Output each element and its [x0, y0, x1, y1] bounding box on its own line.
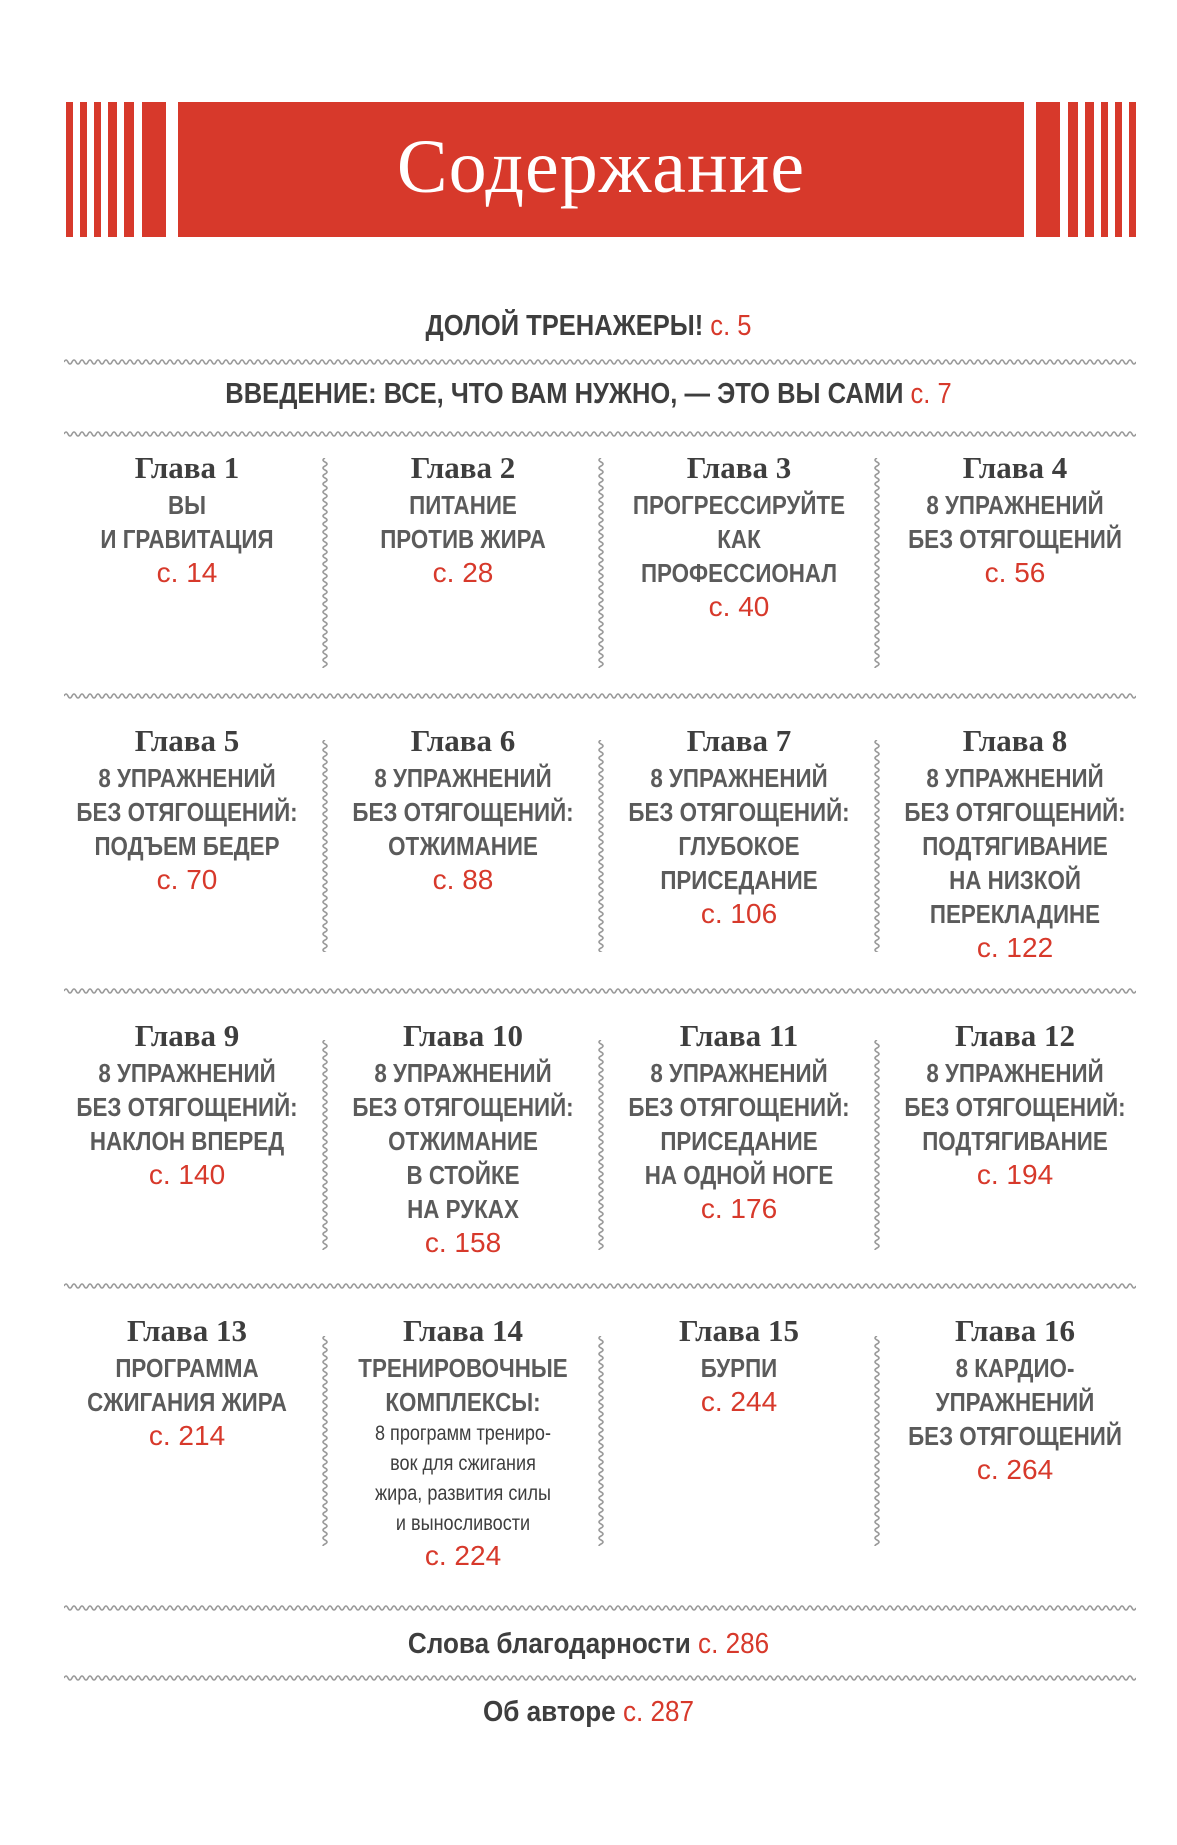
- chapter-title-line: ОТЖИМАНИЕ: [388, 831, 538, 861]
- chapter-page: с. 14: [156, 557, 218, 588]
- wavy-column-divider: [319, 740, 331, 952]
- chapter-label: Глава 7: [686, 723, 792, 758]
- chapter-page: с. 140: [148, 1159, 226, 1190]
- toc-entry-title: ДОЛОЙ ТРЕНАЖЕРЫ!: [425, 310, 704, 342]
- chapter-title-line: 8 УПРАЖНЕНИЙ: [98, 1058, 276, 1088]
- banner-stripe: [142, 102, 166, 237]
- chapter-10[interactable]: [325, 1018, 601, 1260]
- chapter-5[interactable]: [49, 723, 325, 897]
- chapter-page: с. 106: [700, 898, 778, 929]
- chapter-title-line: БЕЗ ОТЯГОЩЕНИЙ:: [76, 797, 298, 827]
- chapter-subtitle-line: и выносливости: [395, 1512, 531, 1535]
- chapter-title-line: БЕЗ ОТЯГОЩЕНИЙ:: [628, 797, 850, 827]
- toc-entry-page: с. 286: [698, 1628, 770, 1660]
- toc-entry-introduction[interactable]: [71, 378, 1107, 411]
- chapter-14[interactable]: [325, 1313, 601, 1573]
- chapter-title-line: 8 УПРАЖНЕНИЙ: [926, 1058, 1104, 1088]
- chapter-label: Глава 5: [134, 723, 240, 758]
- banner-stripe: [124, 102, 134, 237]
- chapter-title-line: БЕЗ ОТЯГОЩЕНИЙ:: [904, 1092, 1126, 1122]
- chapter-title-line: ПРИСЕДАНИЕ: [660, 1126, 818, 1156]
- chapter-title-line: ПРОФЕССИОНАЛ: [640, 558, 838, 588]
- banner-stripe: [1036, 102, 1060, 237]
- chapter-9[interactable]: [49, 1018, 325, 1192]
- chapter-13[interactable]: [49, 1313, 325, 1453]
- chapter-title-line: 8 УПРАЖНЕНИЙ: [374, 763, 552, 793]
- chapter-page: с. 158: [424, 1227, 502, 1258]
- toc-entry-page: с. 5: [710, 310, 752, 342]
- toc-entry-title: Об авторе: [482, 1696, 616, 1728]
- chapter-title-line: ПОДЪЕМ БЕДЕР: [94, 831, 280, 861]
- chapter-3[interactable]: [601, 450, 877, 624]
- chapter-title-line: 8 УПРАЖНЕНИЙ: [650, 1058, 828, 1088]
- chapter-label: Глава 12: [954, 1018, 1076, 1053]
- wavy-column-divider: [319, 1336, 331, 1546]
- chapter-label: Глава 8: [962, 723, 1068, 758]
- banner-stripe: [80, 102, 87, 237]
- chapter-title-line: ПЕРЕКЛАДИНЕ: [929, 899, 1101, 929]
- chapter-label: Глава 6: [410, 723, 516, 758]
- header-banner: [66, 102, 1136, 237]
- chapter-page: с. 224: [424, 1540, 502, 1571]
- chapter-label: Глава 2: [410, 450, 516, 485]
- chapter-subtitle-line: вок для сжигания: [390, 1452, 536, 1475]
- wavy-column-divider: [871, 1336, 883, 1546]
- chapter-16[interactable]: [877, 1313, 1153, 1487]
- chapter-title-line: 8 УПРАЖНЕНИЙ: [650, 763, 828, 793]
- page-title: Содержание: [396, 125, 806, 209]
- chapter-title-line: НА ОДНОЙ НОГЕ: [644, 1160, 834, 1190]
- chapter-title-line: НА НИЗКОЙ: [949, 865, 1081, 895]
- banner-stripe: [1085, 102, 1094, 237]
- chapter-title-line: СЖИГАНИЯ ЖИРА: [87, 1387, 287, 1417]
- wavy-column-divider: [319, 458, 331, 668]
- wavy-divider: [64, 1280, 1136, 1292]
- banner-stripe: [1129, 102, 1136, 237]
- chapter-page: с. 194: [976, 1159, 1054, 1190]
- wavy-column-divider: [319, 1040, 331, 1250]
- chapter-subtitle-line: жира, развития силы: [375, 1482, 551, 1505]
- banner-stripe: [1101, 102, 1108, 237]
- wavy-divider: [64, 1602, 1136, 1614]
- chapter-page: с. 40: [708, 591, 770, 622]
- chapter-4[interactable]: [877, 450, 1153, 590]
- chapter-title-line: БЕЗ ОТЯГОЩЕНИЙ:: [628, 1092, 850, 1122]
- chapter-subtitle-line: 8 программ трениро-: [374, 1422, 551, 1445]
- chapter-title-line: 8 УПРАЖНЕНИЙ: [926, 490, 1104, 520]
- wavy-column-divider: [595, 740, 607, 952]
- chapter-title-line: ПИТАНИЕ: [409, 490, 517, 520]
- chapter-label: Глава 15: [678, 1313, 800, 1348]
- banner-stripe: [1068, 102, 1078, 237]
- chapter-page: с. 244: [700, 1386, 778, 1417]
- chapter-title-line: БЕЗ ОТЯГОЩЕНИЙ:: [352, 1092, 574, 1122]
- chapter-label: Глава 13: [126, 1313, 248, 1348]
- chapter-12[interactable]: [877, 1018, 1153, 1192]
- chapter-page: с. 56: [984, 557, 1046, 588]
- banner-stripe: [1115, 102, 1122, 237]
- chapter-page: с. 122: [976, 932, 1054, 963]
- wavy-column-divider: [871, 458, 883, 668]
- banner-stripe: [66, 102, 73, 237]
- chapter-label: Глава 14: [402, 1313, 524, 1348]
- chapter-title-line: БЕЗ ОТЯГОЩЕНИЙ:: [904, 797, 1126, 827]
- chapter-15[interactable]: [601, 1313, 877, 1419]
- wavy-column-divider: [871, 1040, 883, 1250]
- chapter-title-line: ПРОГРЕССИРУЙТЕ: [632, 490, 846, 520]
- chapter-7[interactable]: [601, 723, 877, 931]
- toc-entry-title: Слова благодарности: [407, 1628, 691, 1660]
- chapter-title-line: ТРЕНИРОВОЧНЫЕ: [358, 1353, 568, 1383]
- toc-entry-page: с. 287: [622, 1696, 695, 1728]
- toc-entry-page: с. 7: [910, 378, 952, 410]
- chapter-title-line: НА РУКАХ: [407, 1194, 519, 1224]
- chapter-title-line: 8 УПРАЖНЕНИЙ: [374, 1058, 552, 1088]
- chapter-page: с. 70: [156, 864, 218, 895]
- toc-entry-acknowledgements[interactable]: [59, 1628, 1118, 1661]
- chapter-title-line: БЕЗ ОТЯГОЩЕНИЙ:: [352, 797, 574, 827]
- wavy-divider: [64, 1672, 1136, 1684]
- banner-title-box: [178, 102, 1024, 237]
- chapter-title-line: ПОДТЯГИВАНИЕ: [922, 831, 1108, 861]
- chapter-page: с. 264: [976, 1454, 1054, 1485]
- chapter-title-line: КОМПЛЕКСЫ:: [385, 1387, 541, 1417]
- chapter-label: Глава 1: [134, 450, 240, 485]
- chapter-2[interactable]: [325, 450, 601, 590]
- chapter-label: Глава 9: [134, 1018, 240, 1053]
- wavy-divider: [64, 690, 1136, 702]
- toc-entry-about-author[interactable]: [59, 1696, 1118, 1729]
- chapter-title-line: ВЫ: [167, 490, 207, 520]
- chapter-title-line: НАКЛОН ВПЕРЕД: [89, 1126, 285, 1156]
- chapter-title-line: 8 УПРАЖНЕНИЙ: [926, 763, 1104, 793]
- chapter-11[interactable]: [601, 1018, 877, 1226]
- wavy-column-divider: [871, 740, 883, 952]
- chapter-title-line: БУРПИ: [700, 1353, 778, 1383]
- chapter-title-line: БЕЗ ОТЯГОЩЕНИЙ: [908, 1421, 1122, 1451]
- chapter-title-line: УПРАЖНЕНИЙ: [935, 1387, 1095, 1417]
- chapter-title-line: 8 КАРДИО-: [955, 1353, 1075, 1383]
- chapter-8[interactable]: [877, 723, 1153, 965]
- wavy-divider: [64, 356, 1136, 368]
- banner-stripe: [94, 102, 101, 237]
- chapter-label: Глава 3: [686, 450, 792, 485]
- chapter-title-line: ПРОТИВ ЖИРА: [380, 524, 546, 554]
- chapter-label: Глава 11: [679, 1018, 799, 1053]
- chapter-label: Глава 4: [962, 450, 1068, 485]
- chapter-label: Глава 16: [954, 1313, 1076, 1348]
- chapter-page: с. 176: [700, 1193, 778, 1224]
- wavy-divider: [64, 428, 1136, 440]
- toc-entry-preface[interactable]: [71, 310, 1107, 343]
- chapter-title-line: И ГРАВИТАЦИЯ: [100, 524, 274, 554]
- chapter-page: с. 88: [432, 864, 494, 895]
- chapter-title-line: ПРОГРАММА: [115, 1353, 259, 1383]
- chapter-title-line: БЕЗ ОТЯГОЩЕНИЙ: [908, 524, 1122, 554]
- chapter-title-line: ПОДТЯГИВАНИЕ: [922, 1126, 1108, 1156]
- wavy-column-divider: [595, 1040, 607, 1250]
- chapter-page: с. 28: [432, 557, 494, 588]
- wavy-column-divider: [595, 1336, 607, 1546]
- chapter-title-line: В СТОЙКЕ: [406, 1160, 520, 1190]
- toc-entry-title: ВВЕДЕНИЕ: ВСЕ, ЧТО ВАМ НУЖНО, — ЭТО ВЫ САМИ: [225, 378, 904, 410]
- chapter-title-line: ГЛУБОКОЕ: [678, 831, 800, 861]
- chapter-title-line: КАК: [717, 524, 761, 554]
- chapter-title-line: БЕЗ ОТЯГОЩЕНИЙ:: [76, 1092, 298, 1122]
- chapter-page: с. 214: [148, 1420, 226, 1451]
- banner-stripe: [108, 102, 117, 237]
- chapter-6[interactable]: [325, 723, 601, 897]
- wavy-divider: [64, 985, 1136, 997]
- chapter-1[interactable]: [49, 450, 325, 590]
- chapter-title-line: 8 УПРАЖНЕНИЙ: [98, 763, 276, 793]
- wavy-column-divider: [595, 458, 607, 668]
- chapter-title-line: ПРИСЕДАНИЕ: [660, 865, 818, 895]
- chapter-title-line: ОТЖИМАНИЕ: [388, 1126, 538, 1156]
- chapter-label: Глава 10: [402, 1018, 524, 1053]
